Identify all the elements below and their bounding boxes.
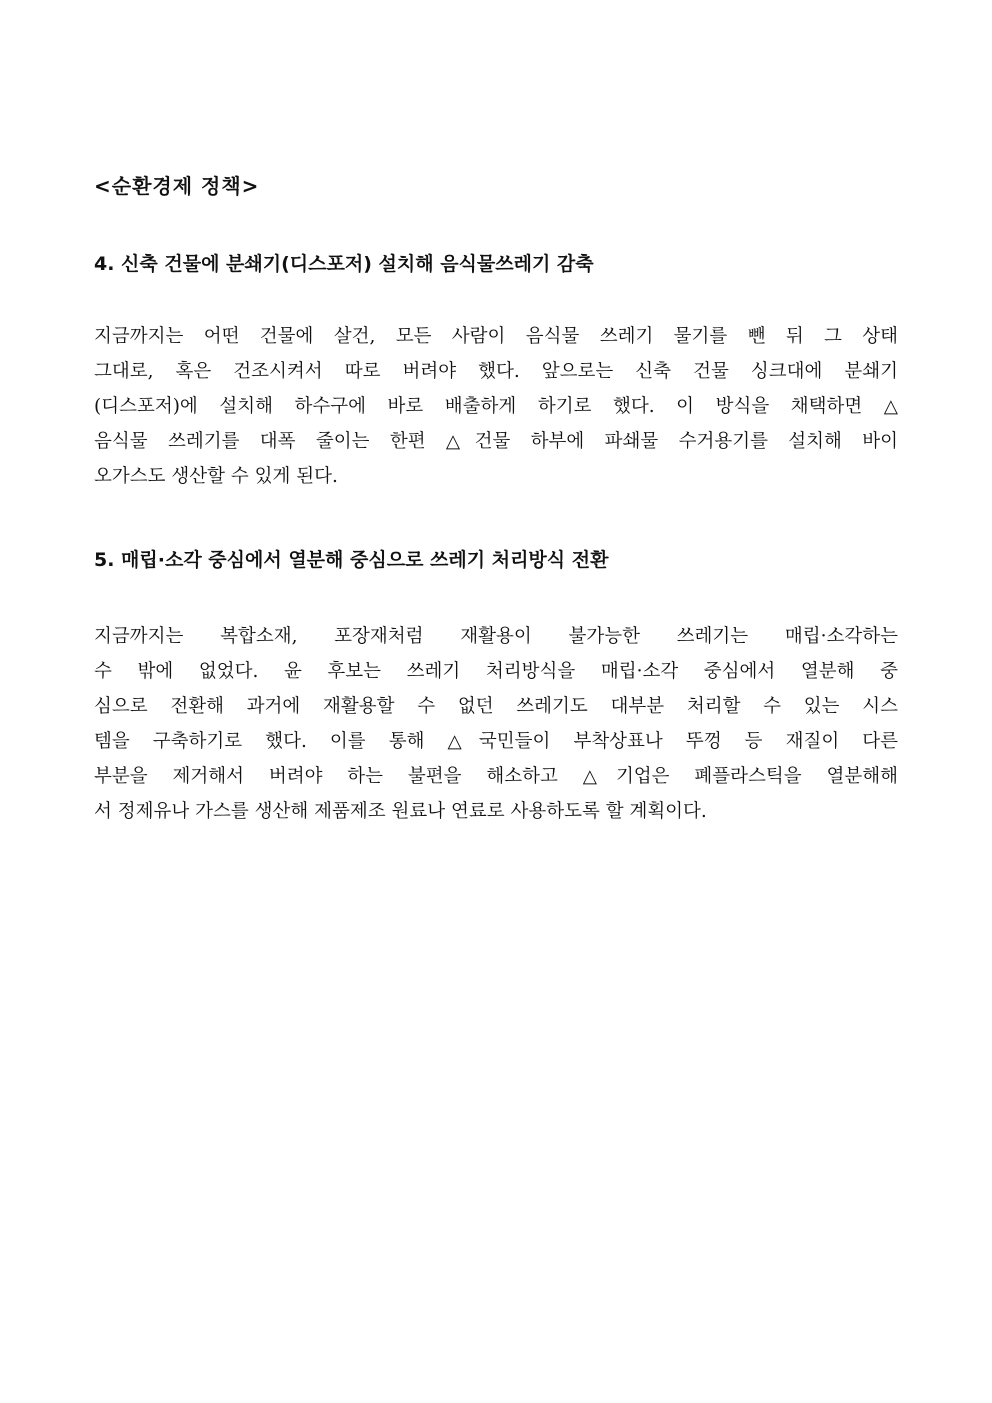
paragraph-line: 템을 구축하기로 했다. 이를 통해 △국민들이 부착상표나 뚜껑 등 재질이 다른 (94, 731, 898, 752)
paragraph-line: 심으로 전환해 과거에 재활용할 수 없던 쓰레기도 대부분 처리할 수 있는 시스 (94, 696, 898, 717)
item-4-paragraph (94, 319, 898, 494)
item-4-heading: 4. 신축 건물에 분쇄기(디스포저) 설치해 음식물쓰레기 감축 (94, 253, 594, 275)
paragraph-line: 서 정제유나 가스를 생산해 제품제조 원료나 연료로 사용하도록 할 계획이다. (94, 801, 707, 822)
paragraph-line: 그대로, 혹은 건조시켜서 따로 버려야 했다. 앞으로는 신축 건물 싱크대에 분쇄기 (94, 361, 898, 382)
item-5-paragraph (94, 619, 898, 829)
paragraph-line: 지금까지는 복합소재, 포장재처럼 재활용이 불가능한 쓰레기는 매립·소각하는 (94, 626, 898, 647)
paragraph-line: (디스포저)에 설치해 하수구에 바로 배출하게 하기로 했다. 이 방식을 채택하면 △ (94, 396, 898, 417)
document-page (94, 0, 898, 1403)
paragraph-line: 음식물 쓰레기를 대폭 줄이는 한편 △건물 하부에 파쇄물 수거용기를 설치해 바이 (94, 431, 898, 452)
item-5-heading: 5. 매립·소각 중심에서 열분해 중심으로 쓰레기 처리방식 전환 (94, 549, 609, 571)
paragraph-line: 오가스도 생산할 수 있게 된다. (94, 466, 338, 487)
paragraph-line: 지금까지는 어떤 건물에 살건, 모든 사람이 음식물 쓰레기 물기를 뺀 뒤 그 상태 (94, 326, 898, 347)
paragraph-line: 부분을 제거해서 버려야 하는 불편을 해소하고 △기업은 폐플라스틱을 열분해해 (94, 766, 898, 787)
section-title: <순환경제 정책> (94, 174, 260, 198)
paragraph-line: 수 밖에 없었다. 윤 후보는 쓰레기 처리방식을 매립·소각 중심에서 열분해 중 (94, 661, 898, 682)
